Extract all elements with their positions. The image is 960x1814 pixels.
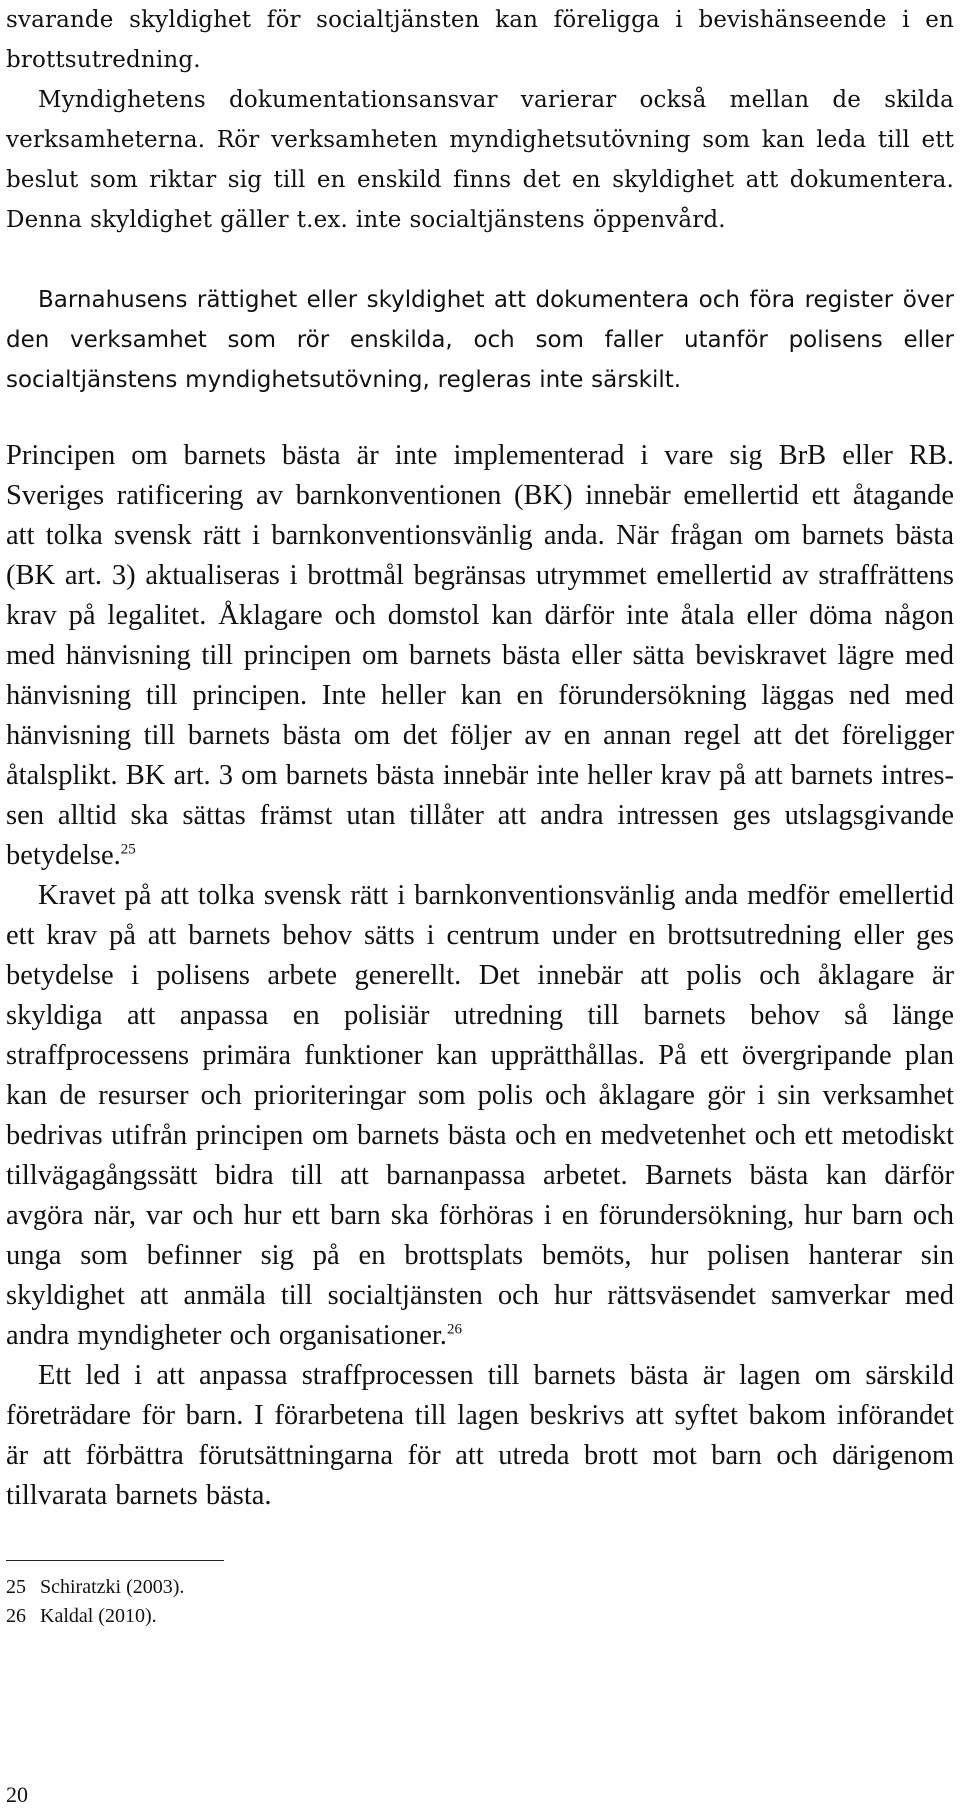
paragraph xyxy=(6,436,954,876)
text-block-continuation xyxy=(6,0,954,240)
paragraph: Ett led i att anpassa straffprocessen till barnets bästa är lagen om särskild företrädare för barn. I förarbetena till lagen beskrivs att syftet bakom införandet är att förbättra förutsättningarna för att utreda brott mot barn och därigenom tillvarata barnets bästa. xyxy=(6,1360,954,1511)
footnote-reference: 26 xyxy=(446,1321,462,1338)
paragraph: Myndighetens dokumentationsansvar varierar också mellan de skilda verksamheterna. Rör verksamheten myndighetsutövning som kan leda till ett beslut som riktar sig till en enskild finns det en skyldighet att dokumentera. Denna skyldighet gäller t.ex. inte socialtjänstens öppenvård. xyxy=(6,87,954,233)
footnote-reference: 25 xyxy=(120,841,136,858)
footnotes xyxy=(6,1573,606,1631)
paragraph: Barnahusens rättighet eller skyldighet att dokumentera och föra register över den verksamhet som rör enskilda, och som faller utanför polisens eller socialtjänstens myndighetsutövning, regleras inte särskilt. xyxy=(6,287,954,393)
footnote-number: 26 xyxy=(6,1605,26,1627)
footnote-text: Kaldal (2010). xyxy=(40,1605,157,1627)
paragraph: svarande skyldighet för socialtjänsten kan föreligga i bevishänseende i en brottsutredning. xyxy=(6,7,954,73)
footnote-number: 25 xyxy=(6,1576,26,1598)
footnote-text: Schiratzki (2003). xyxy=(40,1576,185,1598)
paragraph-text: Kravet på att tolka svensk rätt i barnkonventionsvänlig anda medför emellertid ett krav på att barnets behov sätts i centrum under en brottsutredning eller ges betydelse i polisens arbete generellt. Det innebär att polis och åklagare är skyldiga att anpassa en polisiär utredning till barnets behov så länge straffprocessens primära funktioner kan upprätthållas. På ett övergripande plan kan de resurser och prioriteringar som polis och åklagare gör i sin verksamhet bedrivas utifrån principen om barnets bästa och en medvetenhet och ett metodiskt tillvägagångssätt bidra till att barnanpassa arbetet. Barnets bästa kan därför avgöra när, var och hur ett barn ska förhöras i en förundersökning, hur barn och unga som befinner sig på en brottsplats bemöts, hur polisen hanterar sin skyldighet att anmäla till socialtjänsten och hur rättsväsendet samverkar med andra myndigheter och organisationer. xyxy=(6,880,954,1351)
footnote-divider xyxy=(6,1560,224,1561)
text-block-barnahus xyxy=(6,280,954,400)
footnote-item xyxy=(6,1573,606,1602)
text-block-barnets-basta xyxy=(6,436,954,1516)
paragraph xyxy=(6,876,954,1356)
page-number: 20 xyxy=(6,1782,28,1807)
paragraph-text: Principen om barnets bästa är inte implementerad i vare sig BrB eller RB. Sveriges ratificering av barnkonventionen (BK) innebär emellertid ett åtagande att tolka svensk rätt i barnkonventionsvänlig anda. När frågan om barnets bästa (BK art. 3) aktualiseras i brottmål begränsas utrymmet emellertid av straffrättens krav på legalitet. Åklagare och domstol kan därför inte åtala eller döma någon med hänvisning till principen om barnets bästa eller sätta beviskravet lägre med hänvisning till principen. Inte heller kan en förundersökning läggas ned med hänvisning till barnets bästa om det följer av en annan regel att det föreligger åtalsplikt. BK art. 3 om barnets bästa innebär inte heller krav på att barnets intressen alltid ska sättas främst utan tillåter att andra intressen ges utslagsgivande betydelse. xyxy=(6,440,954,871)
footnote-item xyxy=(6,1602,606,1631)
